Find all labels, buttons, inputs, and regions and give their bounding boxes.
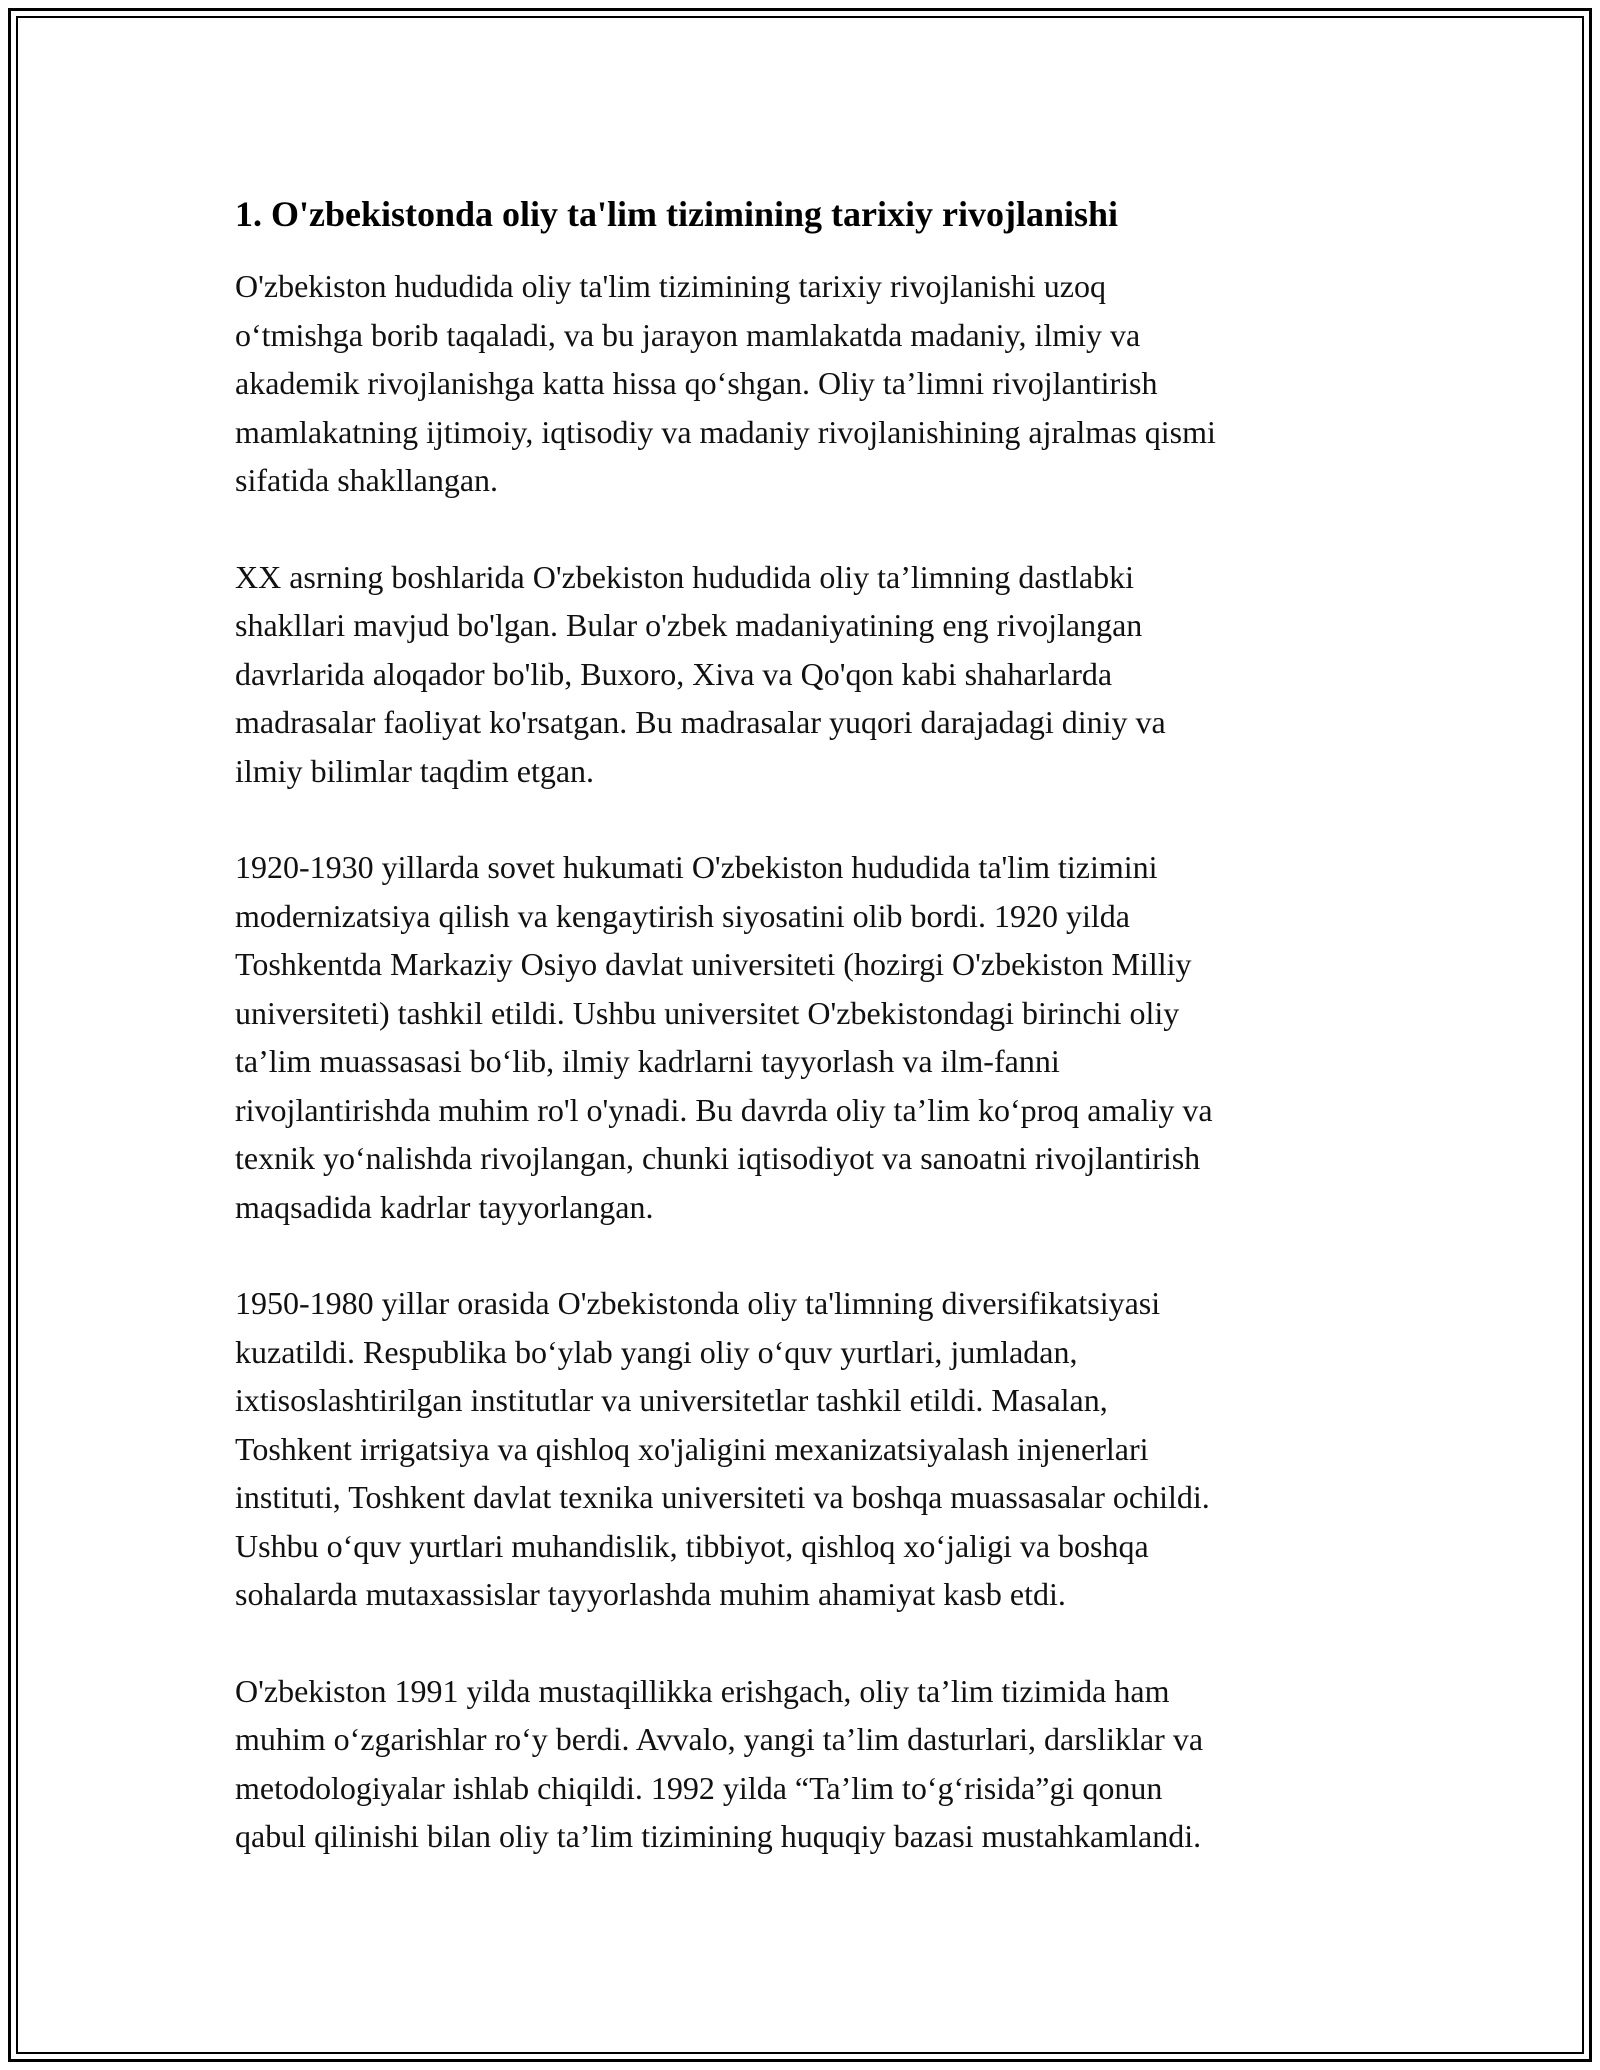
paragraph-2 [235, 553, 1365, 796]
paragraph-line: metodologiyalar ishlab chiqildi. 1992 yilda “Ta’lim to‘g‘risida”gi qonun [235, 1769, 1163, 1806]
paragraph-4 [235, 1279, 1365, 1619]
paragraph-line: maqsadida kadrlar tayyorlangan. [235, 1188, 654, 1225]
paragraph-line: 1920-1930 yillarda sovet hukumati O'zbekiston hududida ta'lim tizimini [235, 849, 1158, 885]
paragraph-line: sifatida shakllangan. [235, 462, 499, 498]
paragraph-line: ta’lim muassasasi bo‘lib, ilmiy kadrlarni tayyorlash va ilm-fanni [235, 1043, 1060, 1079]
paragraph-line: texnik yo‘nalishda rivojlangan, chunki iqtisodiyot va sanoatni rivojlantirish [235, 1140, 1201, 1176]
paragraph-3 [235, 843, 1365, 1231]
paragraph-line: sohalarda mutaxassislar tayyorlashda muhim ahamiyat kasb etdi. [235, 1576, 1066, 1612]
paragraph-line: O'zbekiston 1991 yilda mustaqillikka erishgach, oliy ta’lim tizimida ham [235, 1672, 1170, 1709]
paragraph-5 [235, 1667, 1365, 1861]
paragraph-line: davrlarida aloqador bo'lib, Buxoro, Xiva va Qo'qon kabi shaharlarda [235, 655, 1113, 692]
paragraph-line: ixtisoslashtirilgan institutlar va universitetlar tashkil etildi. Masalan, [235, 1382, 1108, 1418]
section-heading: 1. O'zbekistonda oliy ta'lim tizimining tarixiy rivojlanishi [235, 194, 1119, 234]
paragraph-line: 1950-1980 yillar orasida O'zbekistonda oliy ta'limning diversifikatsiyasi [235, 1285, 1161, 1321]
paragraph-line: o‘tmishga borib taqaladi, va bu jarayon mamlakatda madaniy, ilmiy va [235, 316, 1141, 353]
paragraph-line: muhim o‘zgarishlar ro‘y berdi. Avvalo, yangi ta’lim dasturlari, darsliklar va [235, 1721, 1204, 1757]
paragraph-line: akademik rivojlanishga katta hissa qo‘shgan. Oliy ta’limni rivojlantirish [235, 365, 1158, 401]
paragraph-line: universiteti) tashkil etildi. Ushbu universitet O'zbekistondagi birinchi oliy [235, 994, 1180, 1031]
paragraph-line: Toshkentda Markaziy Osiyo davlat universiteti (hozirgi O'zbekiston Milliy [235, 946, 1192, 982]
paragraph-1 [235, 262, 1365, 505]
paragraph-list [235, 262, 1365, 1861]
paragraph-line: madrasalar faoliyat ko'rsatgan. Bu madrasalar yuqori darajadagi diniy va [235, 704, 1166, 740]
paragraph-line: Toshkent irrigatsiya va qishloq xo'jaligini mexanizatsiyalash injenerlari [235, 1430, 1149, 1467]
paragraph-line: kuzatildi. Respublika bo‘ylab yangi oliy o‘quv yurtlari, jumladan, [235, 1333, 1078, 1370]
paragraph-line: ilmiy bilimlar taqdim etgan. [235, 752, 595, 789]
paragraph-line: XX asrning boshlarida O'zbekiston hududida oliy ta’limning dastlabki [235, 558, 1134, 595]
paragraph-line: mamlakatning ijtimoiy, iqtisodiy va madaniy rivojlanishining ajralmas qismi [235, 413, 1216, 450]
paragraph-line: Ushbu o‘quv yurtlari muhandislik, tibbiyot, qishloq xo‘jaligi va boshqa [235, 1527, 1149, 1564]
paragraph-line: rivojlantirishda muhim ro'l o'ynadi. Bu davrda oliy ta’lim ko‘proq amaliy va [235, 1091, 1213, 1128]
paragraph-line: instituti, Toshkent davlat texnika universiteti va boshqa muassasalar ochildi. [235, 1479, 1210, 1515]
paragraph-line: qabul qilinishi bilan oliy ta’lim tizimining huquqiy bazasi mustahkamlandi. [235, 1818, 1202, 1854]
document-body [235, 190, 1365, 1909]
paragraph-line: shakllari mavjud bo'lgan. Bular o'zbek madaniyatining eng rivojlangan [235, 607, 1143, 643]
paragraph-line: O'zbekiston hududida oliy ta'lim tizimining tarixiy rivojlanishi uzoq [235, 268, 1106, 304]
paragraph-line: modernizatsiya qilish va kengaytirish siyosatini olib bordi. 1920 yilda [235, 897, 1130, 934]
